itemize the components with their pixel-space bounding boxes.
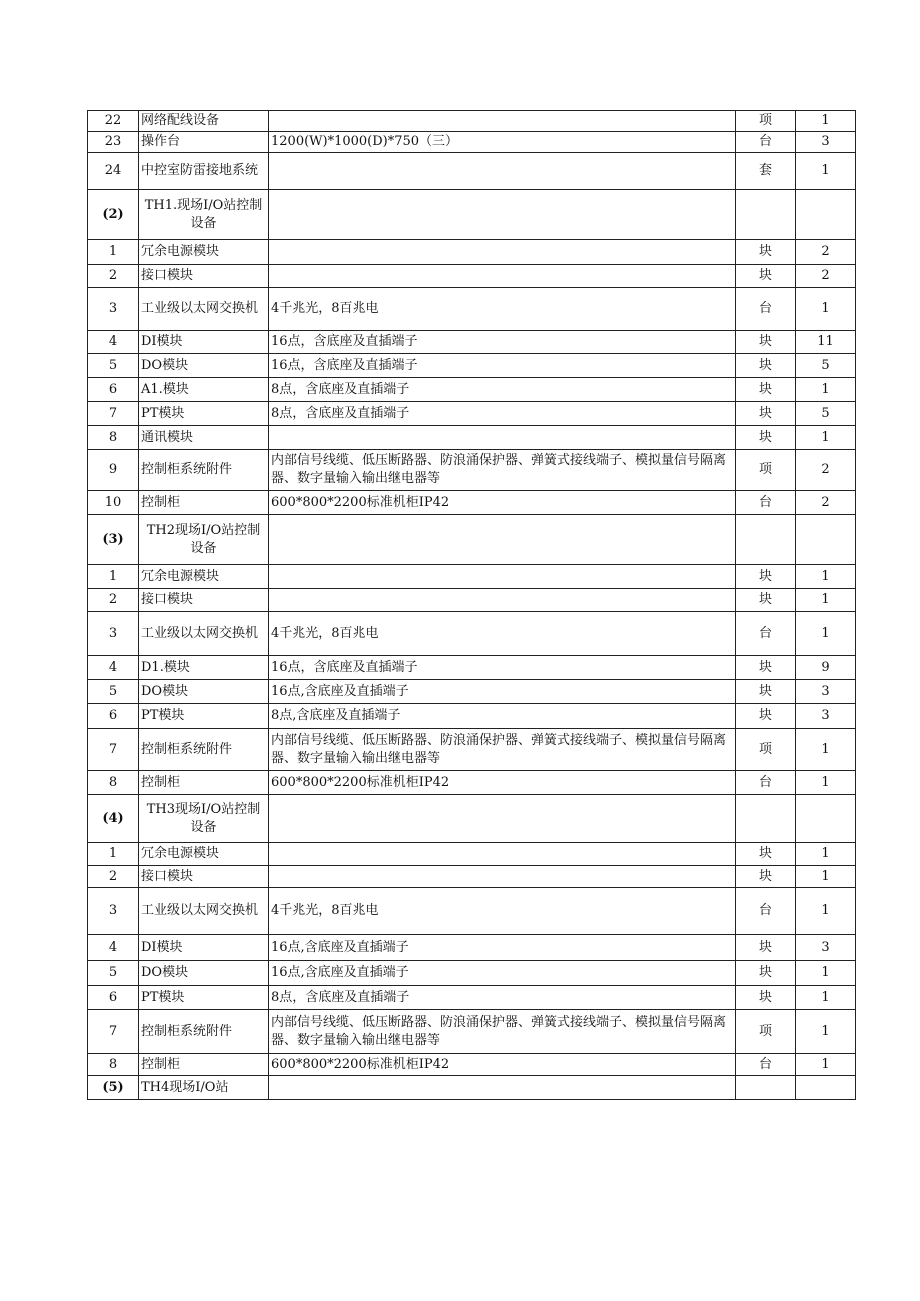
item-quantity: 5 — [796, 354, 856, 378]
item-spec: 内部信号线缆、低压断路器、防浪涌保护器、弹簧式接线端子、模拟量信号隔离器、数字量输入输出继电器等 — [269, 729, 736, 771]
table-row — [88, 331, 856, 354]
table-row — [88, 491, 856, 515]
item-unit: 项 — [736, 450, 796, 491]
item-unit: 块 — [736, 961, 796, 986]
table-row — [88, 843, 856, 866]
item-spec: 16点，含底座及直插端子 — [269, 331, 736, 354]
item-name: 控制柜 — [139, 491, 269, 515]
row-number: 24 — [88, 153, 139, 190]
table-row — [88, 729, 856, 771]
item-name: TH2现场I/O站控制设备 — [139, 515, 269, 565]
item-quantity — [796, 515, 856, 565]
row-number: 8 — [88, 1054, 139, 1076]
item-quantity: 1 — [796, 111, 856, 132]
item-quantity: 2 — [796, 265, 856, 288]
row-number: 6 — [88, 986, 139, 1010]
item-spec: 8点，含底座及直插端子 — [269, 378, 736, 402]
item-spec — [269, 795, 736, 843]
item-name: 接口模块 — [139, 589, 269, 612]
item-quantity: 1 — [796, 729, 856, 771]
row-number: 5 — [88, 354, 139, 378]
table-row — [88, 426, 856, 450]
item-unit: 台 — [736, 288, 796, 331]
item-unit: 项 — [736, 729, 796, 771]
item-unit: 块 — [736, 240, 796, 265]
item-unit: 块 — [736, 986, 796, 1010]
item-name: 通讯模块 — [139, 426, 269, 450]
item-spec — [269, 426, 736, 450]
table-row — [88, 132, 856, 153]
row-number: 3 — [88, 888, 139, 935]
row-number: 5 — [88, 961, 139, 986]
item-spec — [269, 265, 736, 288]
section-row — [88, 515, 856, 565]
item-spec: 16点，含底座及直插端子 — [269, 354, 736, 378]
table-row — [88, 888, 856, 935]
row-number: 2 — [88, 866, 139, 888]
item-spec: 16点，含底座及直插端子 — [269, 656, 736, 680]
item-spec — [269, 589, 736, 612]
item-unit: 台 — [736, 1054, 796, 1076]
item-spec: 600*800*2200标准机柜IP42 — [269, 771, 736, 795]
item-quantity: 3 — [796, 704, 856, 729]
item-unit — [736, 795, 796, 843]
item-spec — [269, 240, 736, 265]
table-row — [88, 111, 856, 132]
item-quantity — [796, 190, 856, 240]
row-number: 7 — [88, 729, 139, 771]
item-unit: 套 — [736, 153, 796, 190]
item-unit: 块 — [736, 565, 796, 589]
row-number: 8 — [88, 771, 139, 795]
row-number: 9 — [88, 450, 139, 491]
item-quantity: 1 — [796, 866, 856, 888]
item-spec: 4千兆光，8百兆电 — [269, 888, 736, 935]
item-spec: 内部信号线缆、低压断路器、防浪涌保护器、弹簧式接线端子、模拟量信号隔离器、数字量输入输出继电器等 — [269, 1010, 736, 1054]
row-number: 4 — [88, 656, 139, 680]
item-unit — [736, 1076, 796, 1100]
table-row — [88, 680, 856, 704]
row-number: (2) — [88, 190, 139, 240]
item-quantity: 1 — [796, 153, 856, 190]
item-quantity: 1 — [796, 961, 856, 986]
item-name: A1.模块 — [139, 378, 269, 402]
item-name: 工业级以太网交换机 — [139, 288, 269, 331]
item-unit: 块 — [736, 935, 796, 961]
item-name: TH1.现场I/O站控制设备 — [139, 190, 269, 240]
item-spec: 16点,含底座及直插端子 — [269, 961, 736, 986]
row-number: 4 — [88, 331, 139, 354]
table-row — [88, 1010, 856, 1054]
item-name: 控制柜系统附件 — [139, 450, 269, 491]
item-name: 工业级以太网交换机 — [139, 612, 269, 656]
item-spec — [269, 153, 736, 190]
item-unit: 块 — [736, 426, 796, 450]
item-unit: 项 — [736, 111, 796, 132]
row-number: 10 — [88, 491, 139, 515]
table-row — [88, 704, 856, 729]
item-unit: 块 — [736, 589, 796, 612]
row-number: 1 — [88, 565, 139, 589]
item-unit — [736, 190, 796, 240]
item-unit: 台 — [736, 612, 796, 656]
item-name: DO模块 — [139, 961, 269, 986]
item-unit: 台 — [736, 888, 796, 935]
row-number: 2 — [88, 265, 139, 288]
item-unit: 块 — [736, 866, 796, 888]
row-number: 8 — [88, 426, 139, 450]
table-row — [88, 288, 856, 331]
row-number: (3) — [88, 515, 139, 565]
table-row — [88, 589, 856, 612]
item-unit: 块 — [736, 378, 796, 402]
item-quantity: 2 — [796, 450, 856, 491]
table-row — [88, 240, 856, 265]
table-row — [88, 612, 856, 656]
item-name: 接口模块 — [139, 265, 269, 288]
item-quantity: 1 — [796, 843, 856, 866]
item-name: DI模块 — [139, 331, 269, 354]
item-name: 操作台 — [139, 132, 269, 153]
row-number: 3 — [88, 612, 139, 656]
item-spec: 内部信号线缆、低压断路器、防浪涌保护器、弹簧式接线端子、模拟量信号隔离器、数字量输入输出继电器等 — [269, 450, 736, 491]
item-quantity: 1 — [796, 565, 856, 589]
table-row — [88, 986, 856, 1010]
item-unit — [736, 515, 796, 565]
item-spec — [269, 515, 736, 565]
row-number: 6 — [88, 378, 139, 402]
item-name: DO模块 — [139, 680, 269, 704]
section-row — [88, 190, 856, 240]
row-number: 2 — [88, 589, 139, 612]
table-row — [88, 450, 856, 491]
equipment-table — [87, 110, 856, 1100]
item-spec: 4千兆光，8百兆电 — [269, 288, 736, 331]
item-name: D1.模块 — [139, 656, 269, 680]
item-quantity — [796, 795, 856, 843]
item-spec: 8点,含底座及直插端子 — [269, 704, 736, 729]
row-number: 7 — [88, 402, 139, 426]
item-name: 网络配线设备 — [139, 111, 269, 132]
section-row — [88, 1076, 856, 1100]
item-name: 冗余电源模块 — [139, 240, 269, 265]
item-quantity: 1 — [796, 771, 856, 795]
item-unit: 块 — [736, 680, 796, 704]
item-quantity: 1 — [796, 426, 856, 450]
row-number: 6 — [88, 704, 139, 729]
item-quantity: 1 — [796, 1054, 856, 1076]
table-row — [88, 565, 856, 589]
item-name: TH4现场I/O站 — [139, 1076, 269, 1100]
item-spec: 16点,含底座及直插端子 — [269, 935, 736, 961]
table-row — [88, 354, 856, 378]
item-unit: 台 — [736, 132, 796, 153]
item-spec: 8点，含底座及直插端子 — [269, 986, 736, 1010]
item-quantity: 2 — [796, 491, 856, 515]
table-row — [88, 771, 856, 795]
table-row — [88, 153, 856, 190]
item-spec — [269, 565, 736, 589]
table-row — [88, 1054, 856, 1076]
item-name: PT模块 — [139, 402, 269, 426]
item-name: TH3现场I/O站控制设备 — [139, 795, 269, 843]
item-name: 冗余电源模块 — [139, 565, 269, 589]
item-quantity: 1 — [796, 589, 856, 612]
item-name: 控制柜系统附件 — [139, 1010, 269, 1054]
table-row — [88, 866, 856, 888]
item-unit: 块 — [736, 656, 796, 680]
item-unit: 块 — [736, 843, 796, 866]
item-name: DI模块 — [139, 935, 269, 961]
item-quantity: 9 — [796, 656, 856, 680]
item-spec — [269, 866, 736, 888]
item-name: 控制柜 — [139, 1054, 269, 1076]
item-quantity: 3 — [796, 132, 856, 153]
item-spec: 16点,含底座及直插端子 — [269, 680, 736, 704]
row-number: (5) — [88, 1076, 139, 1100]
table-row — [88, 935, 856, 961]
item-unit: 块 — [736, 265, 796, 288]
item-unit: 台 — [736, 771, 796, 795]
row-number: 23 — [88, 132, 139, 153]
row-number: 1 — [88, 240, 139, 265]
item-quantity: 3 — [796, 680, 856, 704]
item-quantity: 5 — [796, 402, 856, 426]
row-number: 3 — [88, 288, 139, 331]
row-number: 4 — [88, 935, 139, 961]
table-row — [88, 961, 856, 986]
item-name: 中控室防雷接地系统 — [139, 153, 269, 190]
item-quantity: 11 — [796, 331, 856, 354]
item-quantity: 1 — [796, 612, 856, 656]
item-name: PT模块 — [139, 704, 269, 729]
item-unit: 块 — [736, 354, 796, 378]
item-spec — [269, 111, 736, 132]
item-spec: 8点，含底座及直插端子 — [269, 402, 736, 426]
item-spec: 600*800*2200标准机柜IP42 — [269, 1054, 736, 1076]
row-number: 5 — [88, 680, 139, 704]
item-name: 冗余电源模块 — [139, 843, 269, 866]
item-quantity: 1 — [796, 1010, 856, 1054]
table-row — [88, 402, 856, 426]
item-unit: 块 — [736, 402, 796, 426]
item-unit: 项 — [736, 1010, 796, 1054]
row-number: 22 — [88, 111, 139, 132]
item-unit: 块 — [736, 704, 796, 729]
item-unit: 块 — [736, 331, 796, 354]
row-number: (4) — [88, 795, 139, 843]
row-number: 1 — [88, 843, 139, 866]
item-quantity: 1 — [796, 378, 856, 402]
item-name: 控制柜系统附件 — [139, 729, 269, 771]
table-row — [88, 265, 856, 288]
item-spec: 1200(W)*1000(D)*750（三） — [269, 132, 736, 153]
item-name: 控制柜 — [139, 771, 269, 795]
item-quantity: 1 — [796, 288, 856, 331]
item-name: DO模块 — [139, 354, 269, 378]
table-row — [88, 656, 856, 680]
row-number: 7 — [88, 1010, 139, 1054]
item-quantity: 1 — [796, 888, 856, 935]
item-spec: 600*800*2200标准机柜IP42 — [269, 491, 736, 515]
item-name: 接口模块 — [139, 866, 269, 888]
item-quantity: 1 — [796, 986, 856, 1010]
item-quantity — [796, 1076, 856, 1100]
item-name: 工业级以太网交换机 — [139, 888, 269, 935]
item-spec — [269, 190, 736, 240]
item-name: PT模块 — [139, 986, 269, 1010]
equipment-table-body — [88, 111, 856, 1100]
section-row — [88, 795, 856, 843]
item-spec — [269, 843, 736, 866]
item-unit: 台 — [736, 491, 796, 515]
item-quantity: 3 — [796, 935, 856, 961]
table-row — [88, 378, 856, 402]
item-spec: 4千兆光，8百兆电 — [269, 612, 736, 656]
item-spec — [269, 1076, 736, 1100]
item-quantity: 2 — [796, 240, 856, 265]
